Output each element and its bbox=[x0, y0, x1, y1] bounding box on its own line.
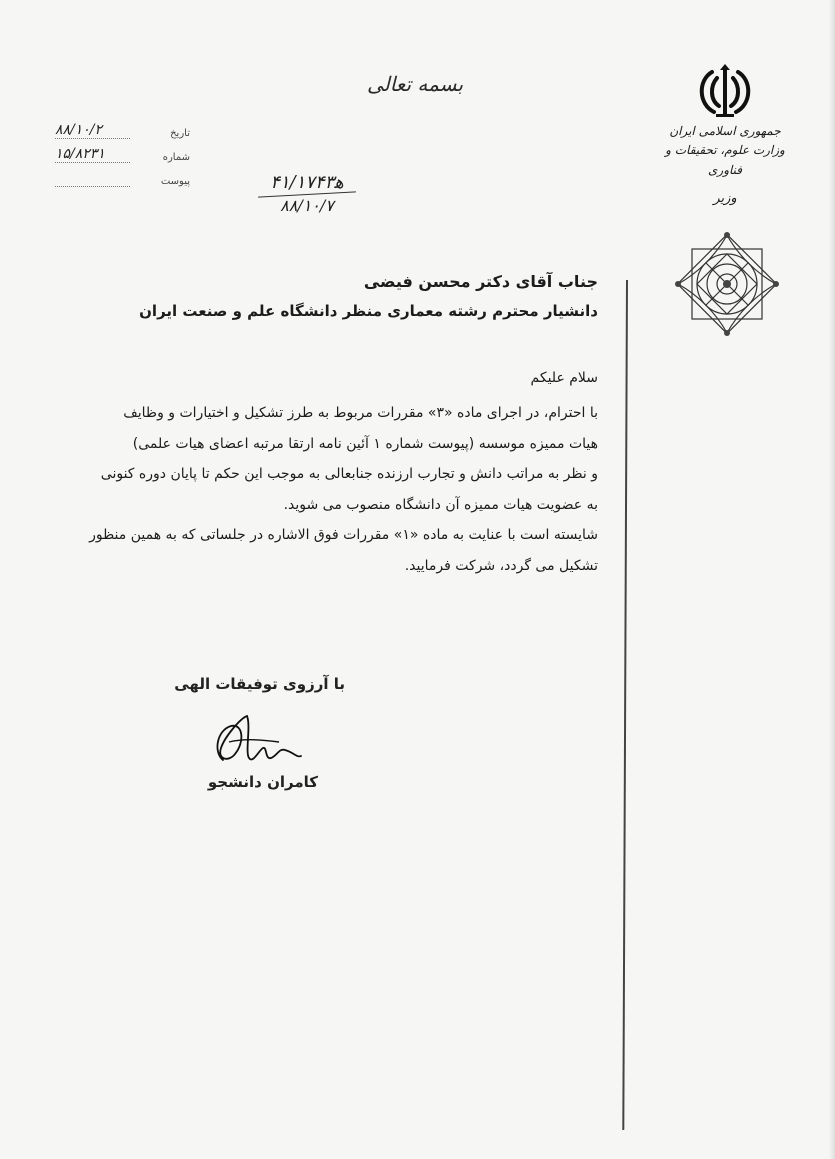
org-line-3: وزیر bbox=[713, 191, 737, 206]
number-value: ۱۵/۸۲۳۱ bbox=[55, 146, 130, 163]
iran-emblem-icon bbox=[690, 62, 760, 122]
greeting: سلام علیکم bbox=[530, 370, 598, 386]
page-edge-shadow bbox=[829, 0, 835, 1159]
letter-body bbox=[30, 398, 598, 581]
bismillah: بسمه تعالی bbox=[366, 72, 464, 96]
recipient-name: جناب آقای دکتر محسن فیضی bbox=[363, 272, 598, 291]
attachment-label: پیوست bbox=[160, 176, 190, 187]
body-line: هیات ممیزه موسسه (پیوست شماره ۱ آئین نامه ارتقا مرتبه اعضای هیات علمی) bbox=[132, 435, 598, 452]
body-line: تشکیل می گردد، شرکت فرمایید. bbox=[404, 557, 598, 574]
handwritten-ref-number: ه‍۴۱/۱۷۴۳ bbox=[270, 172, 344, 193]
org-line-2: وزارت علوم، تحقیقات و فناوری bbox=[665, 143, 785, 177]
attachment-row bbox=[55, 163, 190, 187]
date-value: ۸۸/۱۰/۲ bbox=[55, 122, 130, 139]
recipient-title: دانشیار محترم رشته معماری منظر دانشگاه علم و صنعت ایران bbox=[139, 302, 598, 320]
number-row bbox=[55, 139, 190, 163]
attachment-value bbox=[55, 186, 130, 187]
signer-name: کامران دانشجو bbox=[207, 773, 318, 791]
closing-line: با آرزوی توفیقات الهی bbox=[174, 675, 345, 693]
date-row bbox=[55, 115, 190, 139]
margin-rule bbox=[622, 280, 627, 1130]
date-label: تاریخ bbox=[170, 128, 190, 139]
handwritten-reference bbox=[252, 172, 362, 215]
signature bbox=[205, 712, 305, 777]
handwritten-ref-date: ۸۸/۱۰/۷ bbox=[280, 196, 334, 215]
number-label: شماره bbox=[162, 152, 190, 163]
org-line-1: جمهوری اسلامی ایران bbox=[669, 124, 781, 138]
body-line: با احترام، در اجرای ماده «۳» مقررات مربوط به طرز تشکیل و اختیارات و وظایف bbox=[123, 405, 598, 421]
ministry-header bbox=[650, 122, 800, 212]
body-line: به عضویت هیات ممیزه آن دانشگاه منصوب می شوید. bbox=[283, 496, 598, 513]
body-line: شایسته است با عنایت به ماده «۱» مقررات فوق الاشاره در جلساتی که به همین منظور bbox=[89, 527, 598, 543]
ornament-icon bbox=[668, 225, 786, 343]
body-line: و نظر به مراتب دانش و تجارب ارزنده جنابعالی به موجب این حکم تا پایان دوره کنونی bbox=[100, 466, 598, 482]
letter-meta bbox=[55, 115, 190, 187]
